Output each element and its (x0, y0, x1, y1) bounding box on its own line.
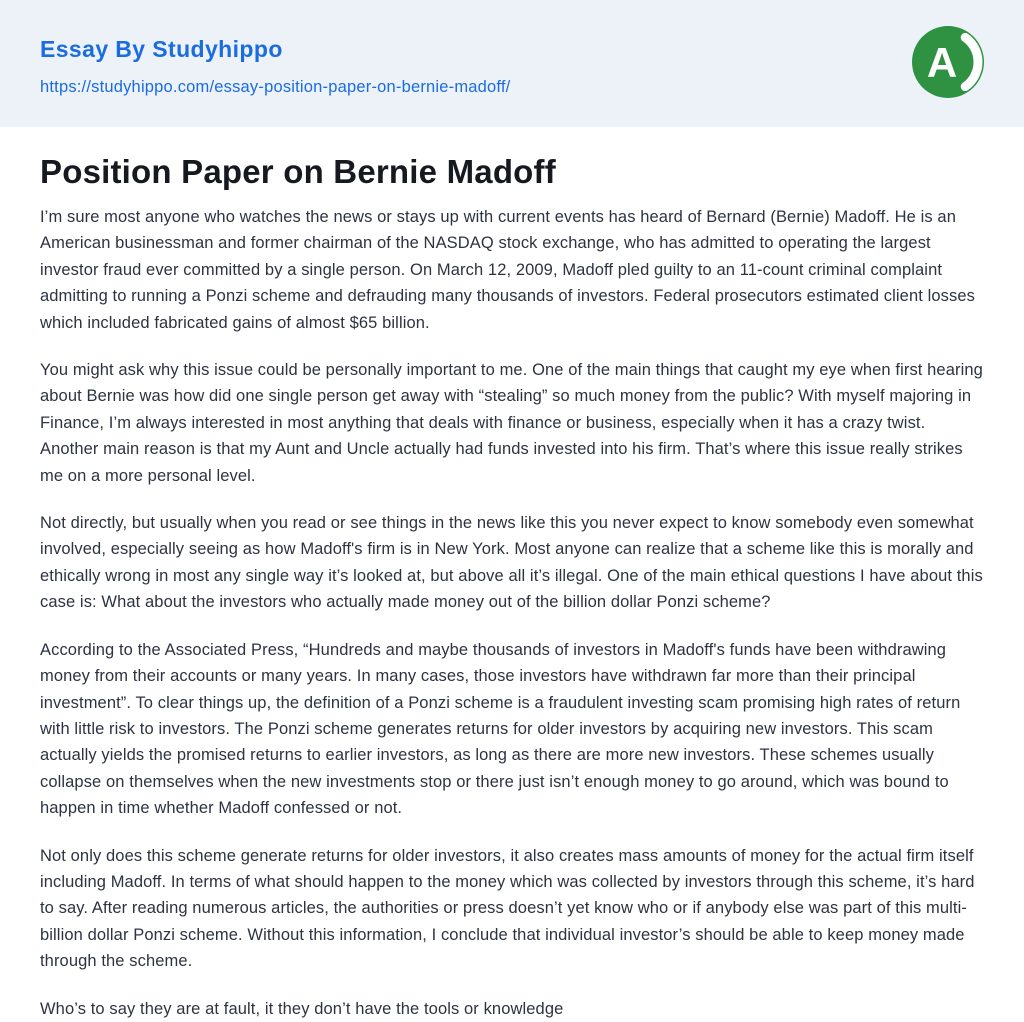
essay-content (0, 127, 1024, 1022)
essay-paragraph: According to the Associated Press, “Hundreds and maybe thousands of investors in Madoff's funds have been withdrawing money from their accounts or many years. In many cases, those investors have withdrawn far more than their principal investment”. To clear things up, the definition of a Ponzi scheme is a fraudulent investing scam promising high rates of return with little risk to investors. The Ponzi scheme generates returns for older investors by acquiring new investors. This scam actually yields the promised returns to earlier investors, as long as there are more new investors. These schemes usually collapse on themselves when the new investments stop or there just isn’t enough money to go around, which was bound to happen in time whether Madoff confessed or not. (40, 640, 961, 818)
essay-paragraph: I’m sure most anyone who watches the news or stays up with current events has heard of Bernard (Bernie) Madoff. He is an American businessman and former chairman of the NASDAQ stock exchange, who has admitted to operating the largest investor fraud ever committed by a single person. On March 12, 2009, Madoff pled guilty to an 11-count criminal complaint admitting to running a Ponzi scheme and defrauding many thousands of investors. Federal prosecutors estimated client losses which included fabricated gains of almost $65 billion. (40, 208, 975, 332)
byline: Essay By Studyhippo (40, 36, 283, 62)
essay-title: Position Paper on Bernie Madoff (40, 153, 556, 190)
page-header (0, 0, 1024, 127)
essay-paragraph: Who’s to say they are at fault, it they don’t have the tools or knowledge (40, 999, 564, 1018)
essay-paragraph: Not only does this scheme generate returns for older investors, it also creates mass amounts of money for the actual firm itself including Madoff. In terms of what should happen to the money which was collected by investors through this scheme, it’s hard to say. After reading numerous articles, the authorities or press doesn’t yet know who or if anybody else was part of this multi-billion dollar Ponzi scheme. Without this information, I conclude that individual investor’s should be able to keep money made through the scheme. (40, 846, 975, 971)
essay-body (40, 204, 984, 1022)
essay-paragraph: Not directly, but usually when you read or see things in the news like this you never expect to know somebody even somewhat involved, especially seeing as how Madoff's firm is in New York. Most anyone can realize that a scheme like this is morally and ethically wrong in most any single way it’s looked at, but above all it’s illegal. One of the main ethical questions I have about this case is: What about the investors who actually made money out of the billion dollar Ponzi scheme? (40, 514, 983, 612)
essay-url-link[interactable]: https://studyhippo.com/essay-position-paper-on-bernie-madoff/ (40, 78, 511, 96)
studyhippo-logo-icon (910, 24, 986, 100)
logo-letter: A (926, 39, 958, 86)
header-text-block (40, 24, 510, 97)
essay-paragraph: You might ask why this issue could be personally important to me. One of the main things that caught my eye when first hearing about Bernie was how did one single person get away with “stealing” so much money from the public? With myself majoring in Finance, I’m always interested in most anything that deals with finance or business, especially when it has a crazy twist. Another main reason is that my Aunt and Uncle actually had funds invested into his firm. That’s where this issue really strikes me on a more personal level. (40, 361, 983, 485)
